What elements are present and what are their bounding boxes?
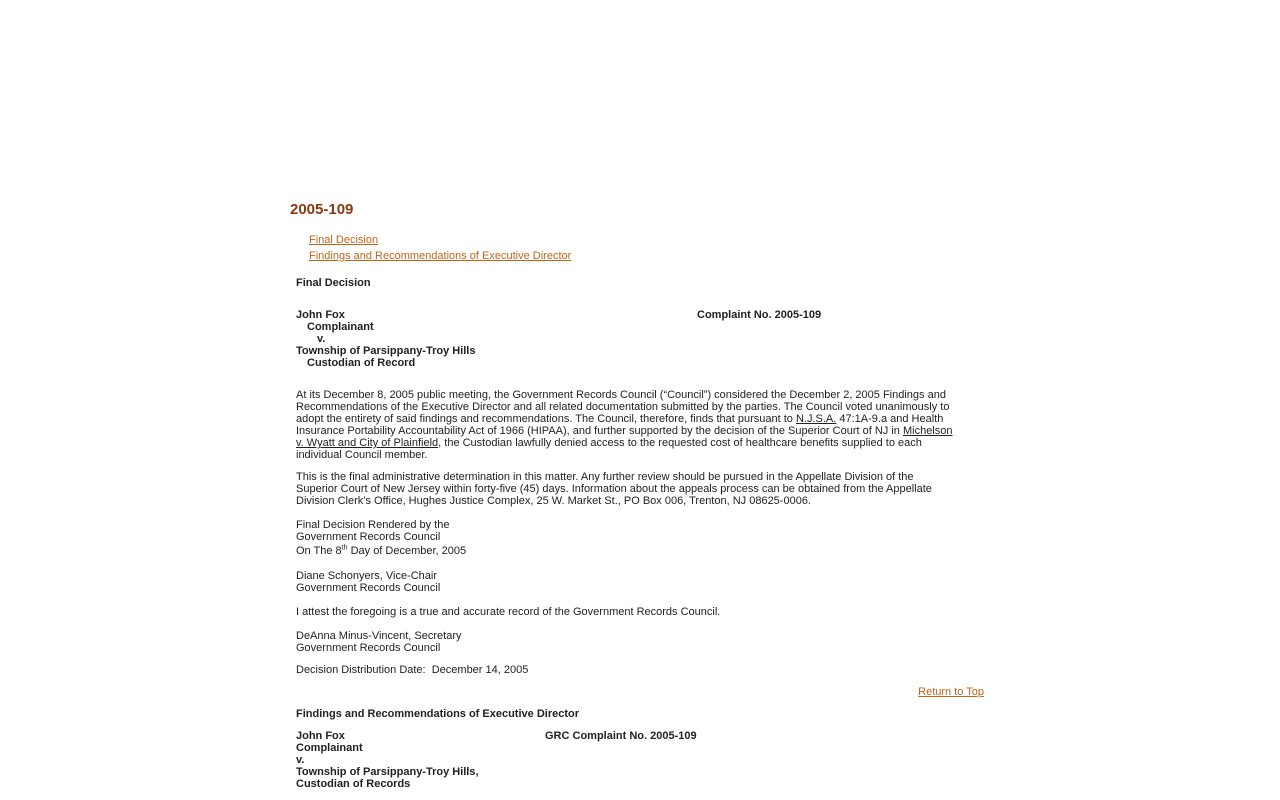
rendered-line: Government Records Council [296,531,441,543]
rendered-date [296,545,466,557]
versus: v. [317,333,326,345]
complainant-name: John Fox [296,309,345,321]
grc-complaint-number: GRC Complaint No. 2005-109 [545,730,697,742]
paragraph-line: At its December 8, 2005 public meeting, the Government Records Council (“Council”) considered the December 2, 2005 Findings and [296,389,946,401]
case-citation: Michelson [902,425,953,437]
text: Insurance Portability Accountability Act of 1966 (HIPAA), and further supported by the decision of the Superior Court of NJ in [296,425,903,437]
text: On The 8 [296,545,342,557]
statute-citation: N.J.S.A. [795,413,837,425]
versus: v. [296,754,305,766]
paragraph-line: This is the final administrative determination in this matter. Any further review should be pursued in the Appellate Division of the [296,471,914,483]
signer-name: DeAnna Minus-Vincent, Secretary [296,630,462,642]
paragraph-line: Division Clerk’s Office, Hughes Justice Complex, 25 W. Market St., PO Box 006, Trenton, NJ 08625-0006. [296,495,811,507]
custodian-name: Township of Parsippany-Troy Hills, [296,766,479,778]
complainant-role: Complainant [307,321,374,333]
signer-org: Government Records Council [296,642,441,654]
ordinal-suffix: th [341,544,348,552]
distribution-date: Decision Distribution Date: December 14, 2005 [296,664,529,676]
findings-heading: Findings and Recommendations of Executive Director [296,708,579,720]
complaint-number: Complaint No. 2005-109 [697,309,822,321]
return-to-top-text[interactable]: Return to Top [918,686,984,698]
paragraph-line: Superior Court of New Jersey within forty-five (45) days. Information about the appeals process can be obtained from the Appellate [296,483,932,495]
text: adopt the entirety of said findings and recommendations. The Council, therefore, finds that pursuant to [296,413,796,425]
paragraph-line [296,413,953,425]
paragraph-line [296,437,953,449]
rendered-line: Final Decision Rendered by the [296,519,450,531]
paragraph-line: individual Council member. [296,449,428,461]
case-caption [296,309,476,369]
text: , the Custodian lawfully denied access to the requested cost of healthcare benefits supplied to each [438,437,922,449]
paragraph-line [296,425,953,437]
page-title: 2005-109 [290,201,354,218]
attestation: I attest the foregoing is a true and accurate record of the Government Records Council. [296,606,721,618]
signer-org: Government Records Council [296,582,441,594]
decision-paragraph [296,389,953,461]
return-to-top-link[interactable] [918,686,984,698]
custodian-role: Custodian of Records [296,778,411,790]
rendered-by [296,519,466,557]
paragraph-line: Recommendations of the Executive Director and all related documentation submitted by the parties. The Council voted unanimously to [296,401,950,413]
complainant-role: Complainant [296,742,363,754]
text: Day of December, 2005 [347,545,467,557]
findings-caption [296,730,479,790]
toc-link-final-decision[interactable] [309,234,378,246]
custodian-role: Custodian of Record [307,357,416,369]
signer-name: Diane Schonyers, Vice-Chair [296,570,438,582]
toc-link-text[interactable]: Final Decision [309,234,379,246]
signer-vice-chair [296,570,440,594]
custodian-name: Township of Parsippany-Troy Hills [296,345,476,357]
case-citation: v. Wyatt and City of Plainfield [296,437,439,449]
text: 47:1A-9.a and Health [836,413,944,425]
appeal-paragraph [296,471,932,507]
final-decision-heading: Final Decision [296,277,371,289]
signer-secretary [296,630,462,654]
complainant-name: John Fox [296,730,345,742]
toc-link-findings[interactable] [309,250,571,262]
toc-link-text[interactable]: Findings and Recommendations of Executive Director [309,250,572,262]
